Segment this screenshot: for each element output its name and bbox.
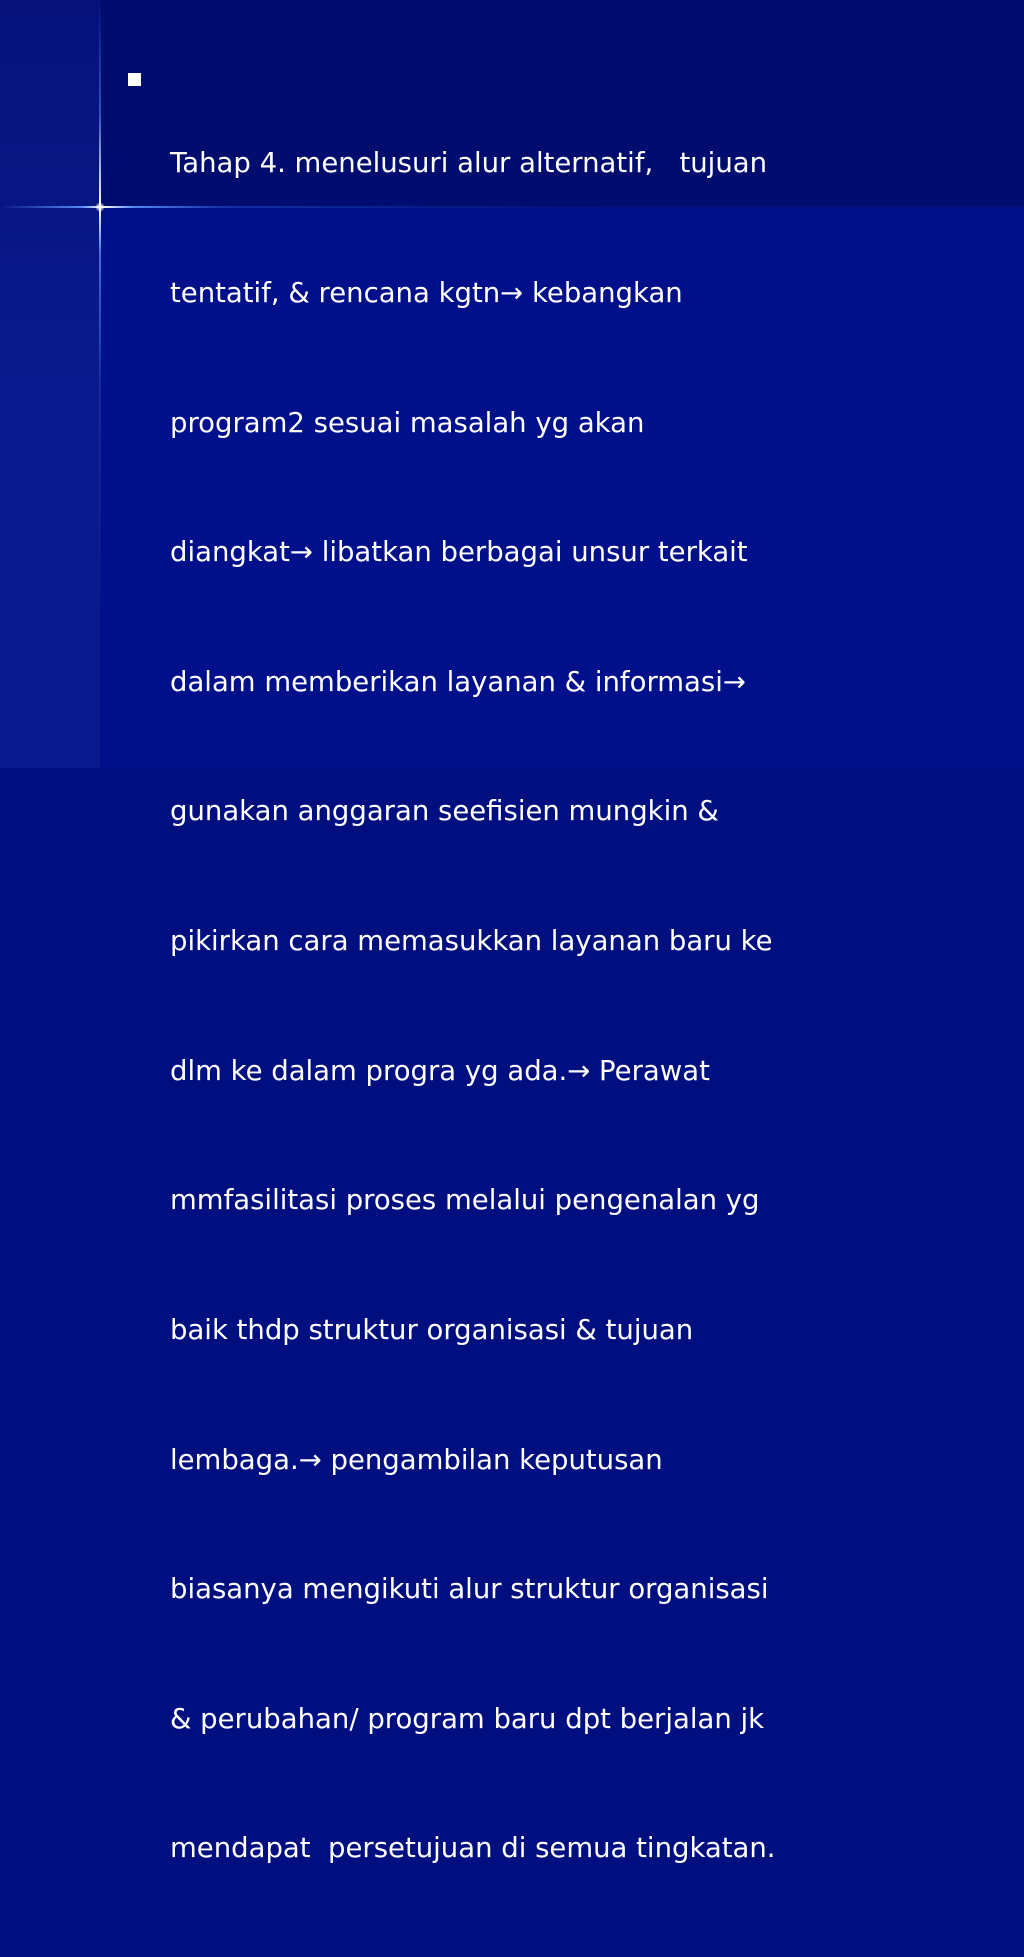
text-line: mendapat persetujuan di semua tingkatan. <box>170 1832 776 1865</box>
text-line: diangkat→ libatkan berbagai unsur terkait <box>170 536 748 569</box>
text-line: & perubahan/ program baru dpt berjalan jk <box>170 1702 765 1735</box>
bullet-text <box>170 56 776 1957</box>
text-line: tentatif, & rencana kgtn→ kebangkan <box>170 277 683 310</box>
square-bullet-icon <box>128 73 141 86</box>
text-line: biasanya mengikuti alur struktur organisasi <box>170 1573 769 1606</box>
text-line: gunakan anggaran seefisien mungkin & <box>170 795 719 828</box>
text-line: mmfasilitasi proses melalui pengenalan yg <box>170 1184 760 1217</box>
background-left-panel <box>0 0 100 768</box>
text-line: lembaga.→ pengambilan keputusan <box>170 1443 663 1476</box>
text-line: pikirkan cara memasukkan layanan baru ke <box>170 925 773 958</box>
decorative-vertical-line <box>99 0 101 768</box>
bullet-point <box>128 56 988 1957</box>
text-line: program2 sesuai masalah yg akan <box>170 406 645 439</box>
text-line: dlm ke dalam progra yg ada.→ Perawat <box>170 1054 710 1087</box>
sparkle-icon <box>95 202 105 212</box>
text-line: baik thdp struktur organisasi & tujuan <box>170 1313 694 1346</box>
text-line: Tahap 4. menelusuri alur alternatif, tujuan <box>170 147 768 180</box>
text-line: dalam memberikan layanan & informasi→ <box>170 665 746 698</box>
slide-content <box>128 56 988 1957</box>
